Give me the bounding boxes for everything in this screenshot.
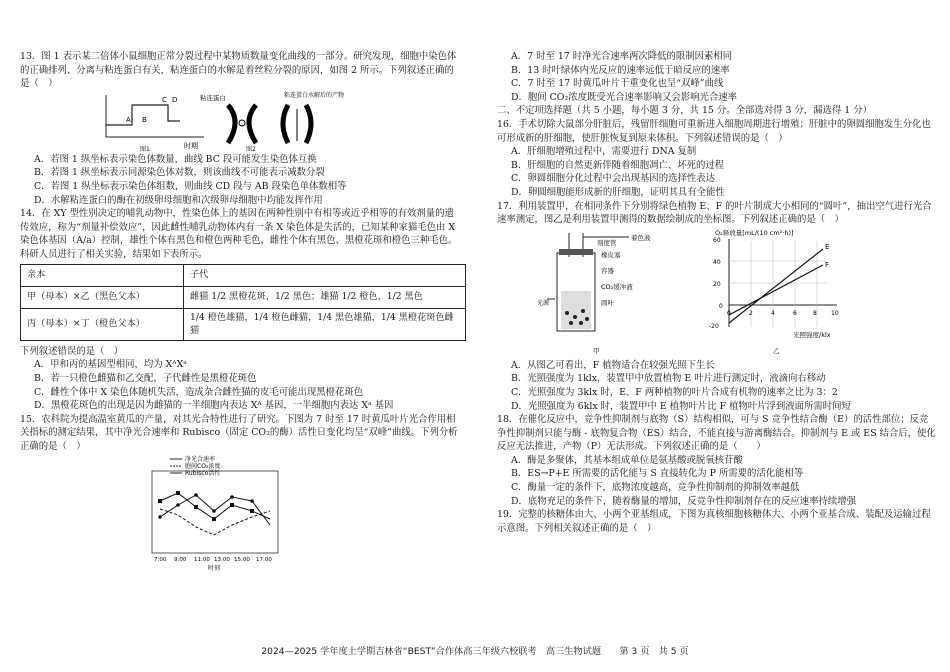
page-footer: 2024—2025 学年度上学期吉林省“BEST”合作体高三年级六校联考 高三生物试题 第 3 页 共 5 页 — [261, 646, 689, 657]
table-header-offspring: 子代 — [184, 264, 466, 286]
table-cell: 甲（母本）×乙（黑色父本） — [21, 286, 184, 308]
graph-x-label: 光照强度/klx — [793, 330, 831, 339]
y-tick: 0 — [719, 302, 723, 310]
q19-stem: 19．完整的核糖体由大、小两个亚基组成，下图为真核细胞核糖体大、小两个亚基合成、装配及运输过程示意图。下列相关叙述正确的是（ ） — [497, 509, 931, 534]
x-tick: 9:00 — [174, 557, 187, 564]
q16-stem: 16．手术切除大鼠部分肝脏后，残留肝细胞可重新进入细胞周期进行增殖；肝脏中的卵圆细胞发生分化也可形成新的肝细胞，使肝脏恢复到原来体积。下列叙述错误的是（ ） — [497, 118, 931, 144]
q18-option-a: A．酶是多聚体，其基本组成单位是氨基酸或脱氧核苷酸 — [511, 454, 743, 466]
graph-yi — [709, 228, 839, 355]
q16-option-a: A．肝细胞增殖过程中，需要进行 DNA 复制 — [511, 146, 697, 158]
q16-option-b: B．肝细胞的自然更新伴随着细胞凋亡、坏死的过程 — [511, 159, 725, 171]
x-tick: 0 — [727, 309, 731, 317]
q15-option-d: D．胞间 CO₂浓度既受光合速率影响又会影响光合速率 — [511, 91, 737, 103]
fig2-label-right: 粘连蛋白水解后的产物 — [284, 91, 345, 99]
x-tick: 4 — [771, 309, 775, 317]
legend-intercellular-co2: 胞间CO₂浓度 — [185, 463, 221, 471]
x-axis-label: 时刻 — [208, 565, 221, 573]
fig1-x-label: 时期 — [184, 141, 198, 150]
legend-net-photosynthesis: 净光合速率 — [185, 456, 216, 464]
q17-option-d: D．光照强度为 6klx 时，装置甲中 E 植物叶片比 F 植物叶片浮到液面所需时间短 — [511, 400, 851, 412]
q17-option-c: C．光照强度为 3klx 时，E、F 两种植物的叶片合成有机物的速率之比为 3：2 — [511, 386, 838, 398]
y-tick: -20 — [709, 322, 719, 330]
x-tick: 8 — [813, 309, 817, 317]
q13-figure-svg — [20, 91, 461, 153]
q17-figure-svg — [497, 227, 937, 359]
label-rubber: 橡皮塞 — [601, 250, 621, 259]
table-cell: 1/4 橙色雄猫，1/4 橙色雌猫，1/4 黑色雄猫，1/4 黑橙花斑色雌猫 — [184, 308, 466, 340]
left-column — [20, 50, 461, 573]
q13-figures — [20, 91, 461, 153]
x-tick: 10 — [831, 309, 839, 317]
x-tick: 11:00 — [194, 557, 210, 564]
figure-2 — [200, 91, 344, 153]
q15-option-a: A．7 时至 17 时净光合速率两次降低的限制因素相同 — [511, 51, 733, 62]
x-tick: 15:00 — [234, 557, 250, 564]
fig1-label-b: B — [142, 115, 147, 124]
fig1-label-c: C — [162, 95, 167, 104]
fig1-caption: 图1 — [140, 145, 150, 153]
series-e-label: E — [825, 242, 830, 251]
right-column — [497, 50, 937, 535]
q17-option-a: A．从图乙可看出，F 植物适合在较强光照下生长 — [511, 359, 715, 371]
table-header-parent: 亲本 — [21, 264, 184, 286]
table-row — [21, 308, 466, 340]
table-row — [21, 286, 466, 308]
y-tick: 20 — [713, 280, 721, 288]
legend-rubisco: Rubisco活性 — [185, 470, 221, 478]
series-e-line — [729, 249, 823, 323]
q18-stem: 18．在催化反应中，竞争性抑制剂与底物（S）结构相似，可与 S 竞争性结合酶（E）的活性部位；反竞争性抑制剂只能与酶 - 底物复合物（ES）结合，不能直接与游离酶结合。抑制剂与 E 或 ES 结合后，使化反应无法推进，产物（P）无法形成。下列叙述正确的是（ ） — [497, 414, 936, 453]
q17-stem: 17．利用装置甲，在相同条件下分别将绿色植物 E、F 的叶片制成大小相同的“圆叶”，抽出空气进行光合速率测定，图乙是利用装置甲测得的数据绘制成的坐标图。下列叙述正确的是（ ） — [497, 200, 932, 226]
table-cell: 丙（母本）×丁（橙色父本） — [21, 308, 184, 340]
fig1-label-a: A — [126, 115, 131, 124]
q14-option-d: D．黑橙花斑色的出现是因为雌猫的一半细胞内表达 Xᴬ 基因，一半细胞内表达 Xᵃ 基因 — [34, 400, 394, 412]
section-2-heading: 二、不定项选择题（共 5 小题，每小题 3 分，共 15 分。全部选对得 3 分，漏选得 1 分） — [497, 105, 872, 117]
series-f-line — [729, 265, 823, 315]
fig2-caption: 图2 — [246, 145, 256, 153]
x-tick: 6 — [793, 309, 797, 317]
q15-stem: 15．农科院为提高温室黄瓜的产量，对其光合特性进行了研究。下图为 7 时至 17 时黄瓜叶片光合作用相关指标的测定结果，其中净光合速率和 Rubisco（固定 CO₂的酶）活性日变化均呈“双峰”曲线。下列分析正确的是（ ） — [20, 413, 458, 452]
q15-chart-svg — [20, 453, 461, 573]
q16-option-c: C．卵圆细胞分化过程中会出现基因的选择性表达 — [511, 173, 716, 185]
q14-lead: 下列叙述错误的是（ ） — [20, 345, 124, 357]
q13-stem: 13．图 1 表示某二倍体小鼠细胞正常分裂过程中某物质数量变化曲线的一部分。研究发现，细胞中染色体的正确排列、分离与粘连蛋白有关，粘连蛋白的水解是着丝粒分裂的原因，如图 2 所示。下列叙述正确的是（ ） — [20, 51, 457, 90]
q15-option-c: C．7 时至 17 时黄瓜叶片干重变化也呈“双峰”曲线 — [511, 78, 724, 90]
y-tick: 40 — [713, 258, 721, 266]
label-buffer: CO₂缓冲液 — [601, 282, 633, 291]
light-source-label: 光源 — [537, 299, 550, 307]
x-tick: 2 — [749, 309, 753, 317]
label-liquid: 着色液 — [631, 233, 651, 242]
graph-caption: 乙 — [773, 346, 780, 355]
figure-1 — [106, 95, 204, 153]
table-cell: 雌猫 1/2 黑橙花斑，1/2 黑色；雄猫 1/2 橙色，1/2 黑色 — [184, 286, 466, 308]
apparatus-caption: 甲 — [593, 346, 600, 355]
table-header-row — [21, 264, 466, 286]
q18-option-b: B．ES→P+E 所需要的活化能与 S 直接转化为 P 所需要的活化能相等 — [511, 468, 804, 480]
q15-chart — [20, 453, 461, 573]
q18-option-c: C．酶量一定的条件下，底物浓度越高，竞争性抑制剂的抑制效率越低 — [511, 482, 800, 494]
label-container: 容器 — [601, 266, 614, 275]
q16-option-d: D．卵圆细胞能形成新的肝细胞，证明其具有全能性 — [511, 186, 725, 198]
q14-option-c: C．雌性个体中 X 染色体随机失活，造成杂合雌性猫的皮毛可能出现黑橙花斑色 — [34, 386, 364, 398]
label-tube: 刻度管 — [597, 238, 617, 247]
q14-option-a: A．甲和丙的基因型相同，均为 XᴬXᵃ — [34, 359, 187, 371]
x-tick: 13:00 — [214, 557, 230, 564]
q15-option-b: B．13 时叶绿体内光反应的速率远低于暗反应的速率 — [511, 64, 730, 76]
x-tick: 7:00 — [154, 557, 167, 564]
graph-y-label: O₂释放量[mL/(10 cm²·h)] — [715, 228, 794, 237]
q13-option-a: A．若图 1 纵坐标表示染色体数量，曲线 BC 段可能发生染色体互换 — [34, 153, 317, 165]
q18-option-d: D．底物充足的条件下，随着酶量的增加，反竞争性抑制剂存在的反应速率持续增强 — [511, 495, 857, 507]
y-tick: 60 — [713, 236, 721, 244]
q13-option-c: C．若图 1 纵坐标表示染色体组数，则曲线 CD 段与 AB 段染色单体数相等 — [34, 180, 347, 192]
label-leaves: 圆叶 — [601, 298, 614, 307]
fig2-label-left: 粘连蛋白 — [200, 93, 226, 102]
q13-option-b: B．若图 1 纵坐标表示同源染色体对数，则该曲线不可能表示减数分裂 — [34, 167, 325, 179]
series-f-label: F — [825, 260, 830, 269]
q14-table — [20, 264, 466, 341]
fig1-label-d: D — [172, 95, 178, 104]
x-tick: 17:00 — [256, 557, 272, 564]
q17-option-b: B．光照强度为 1klx，装置甲中放置植物 E 叶片进行测定时，液滴向右移动 — [511, 373, 826, 385]
q17-figures — [497, 227, 937, 359]
q13-option-d: D．水解粘连蛋白的酶在初级卵母细胞和次级卵母细胞中均能发挥作用 — [34, 194, 323, 206]
q14-option-b: B．若一只橙色雌猫和乙交配，子代雌性是黑橙花斑色 — [34, 372, 257, 384]
apparatus-jia — [537, 233, 651, 355]
q14-stem: 14．在 XY 型性别决定的哺乳动物中，性染色体上的基因在两种性别中有相等或近乎相等的有效剂量的遗传效应，称为“剂量补偿效应”，因此雌性哺乳动物体内有一条 X 染色体是失活的，已知某种家猫毛色由 X 染色体基因（A/a）控制，雄性个体有黑色和橙色两种毛色，雌性个体有黑色、黑橙花斑和橙色三种毛色。科研人员进行了相关实验，结果如下表所示。 — [20, 208, 458, 260]
